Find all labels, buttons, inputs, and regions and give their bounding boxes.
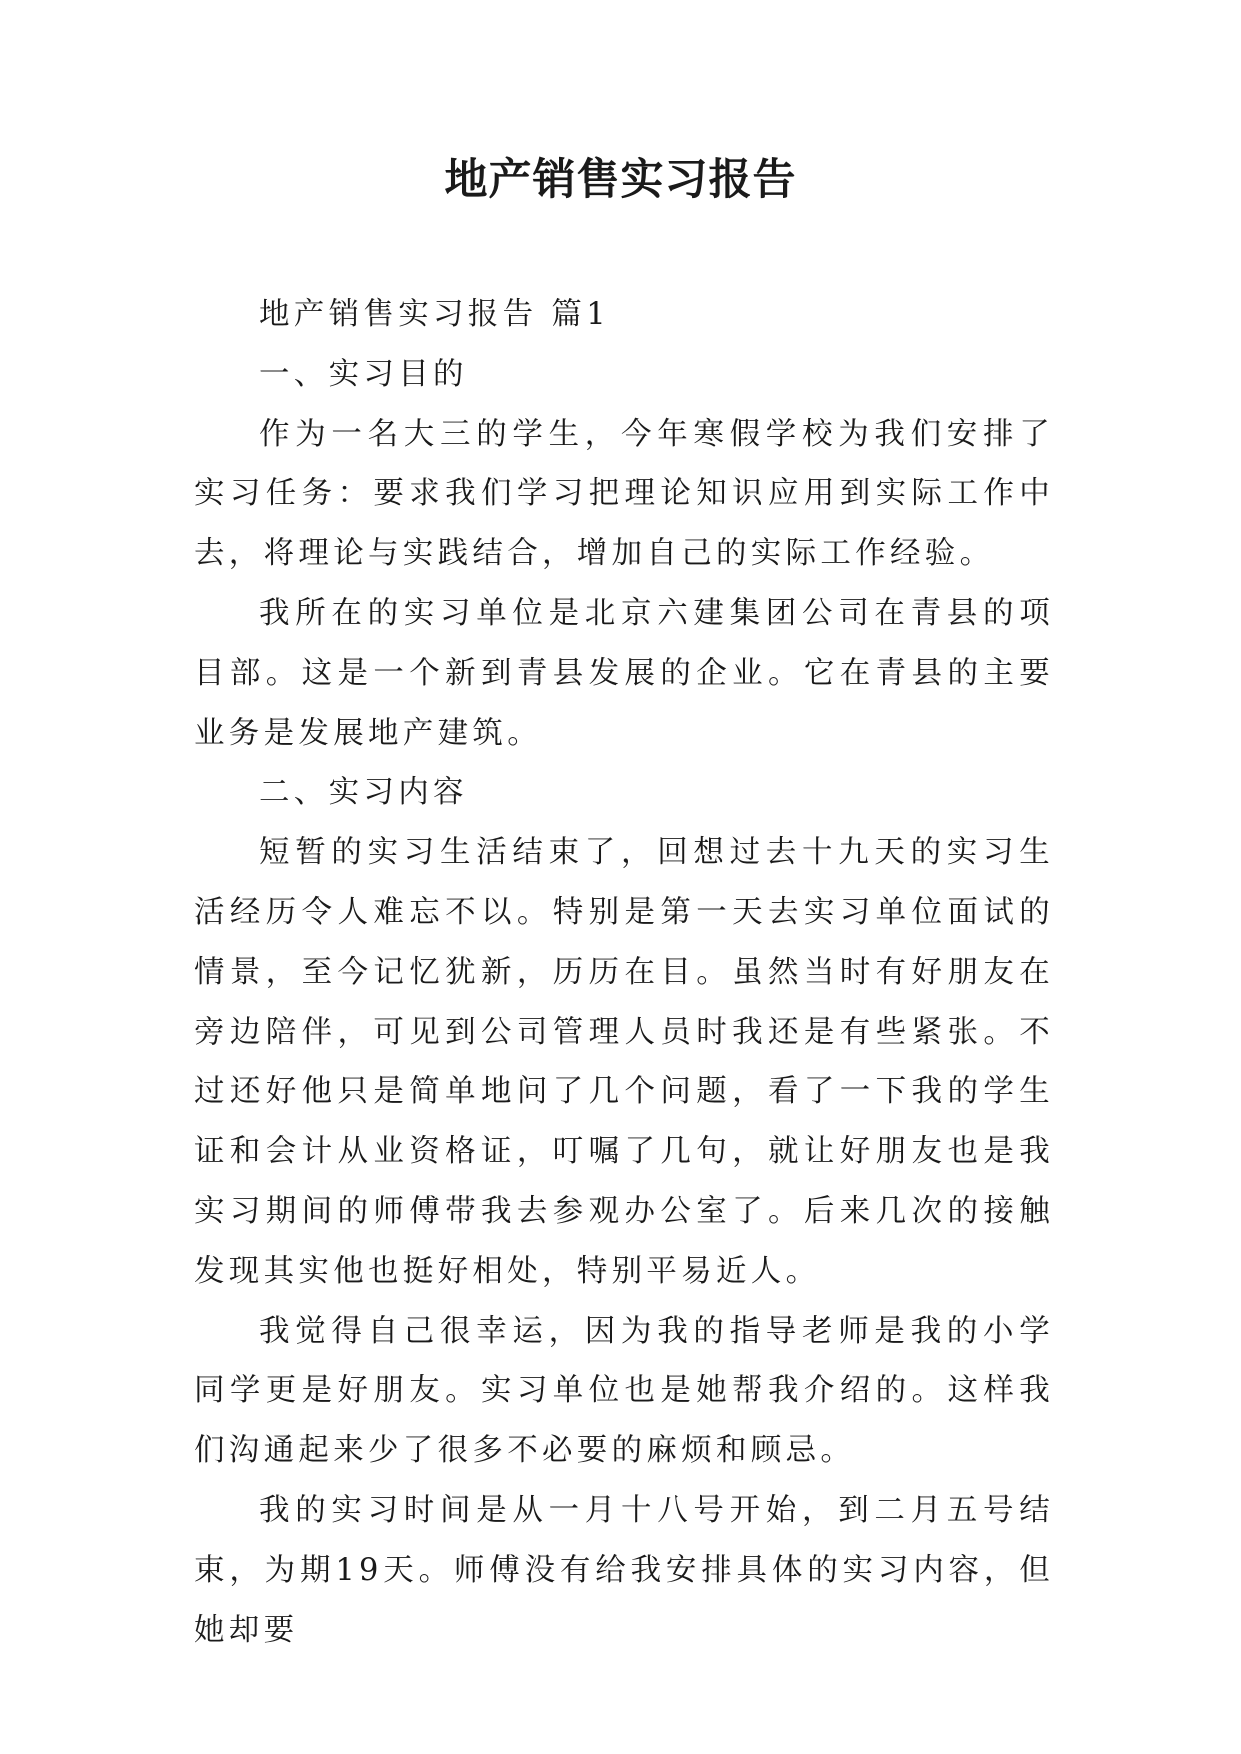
document-title: 地产销售实习报告 [444,155,797,205]
paragraph: 我所在的实习单位是北京六建集团公司在青县的项目部。这是一个新到青县发展的企业。它在青县的主要业务是发展地产建筑。 [194,595,1054,751]
document-body [194,285,1054,1660]
paragraph: 我的实习时间是从一月十八号开始，到二月五号结束，为期19天。师傅没有给我安排具体的实习内容，但她却要 [194,1492,1054,1648]
section-heading-purpose: 一、实习目的 [259,356,468,392]
section-subtitle: 地产销售实习报告 篇1 [259,297,610,332]
paragraph: 我觉得自己很幸运，因为我的指导老师是我的小学同学更是好朋友。实习单位也是她帮我介绍的。这样我们沟通起来少了很多不必要的麻烦和顾忌。 [194,1313,1054,1469]
section-heading-content: 二、实习内容 [259,775,468,811]
paragraph: 作为一名大三的学生，今年寒假学校为我们安排了实习任务：要求我们学习把理论知识应用到实际工作中去，将理论与实践结合，增加自己的实际工作经验。 [194,416,1054,572]
paragraph: 短暂的实习生活结束了，回想过去十九天的实习生活经历令人难忘不以。特别是第一天去实习单位面试的情景，至今记忆犹新，历历在目。虽然当时有好朋友在旁边陪伴，可见到公司管理人员时我还是有些紧张。不过还好他只是简单地问了几个问题，看了一下我的学生证和会计从业资格证，叮嘱了几句，就让好朋友也是我实习期间的师傅带我去参观办公室了。后来几次的接触发现其实他也挺好相处，特别平易近人。 [194,835,1054,1289]
